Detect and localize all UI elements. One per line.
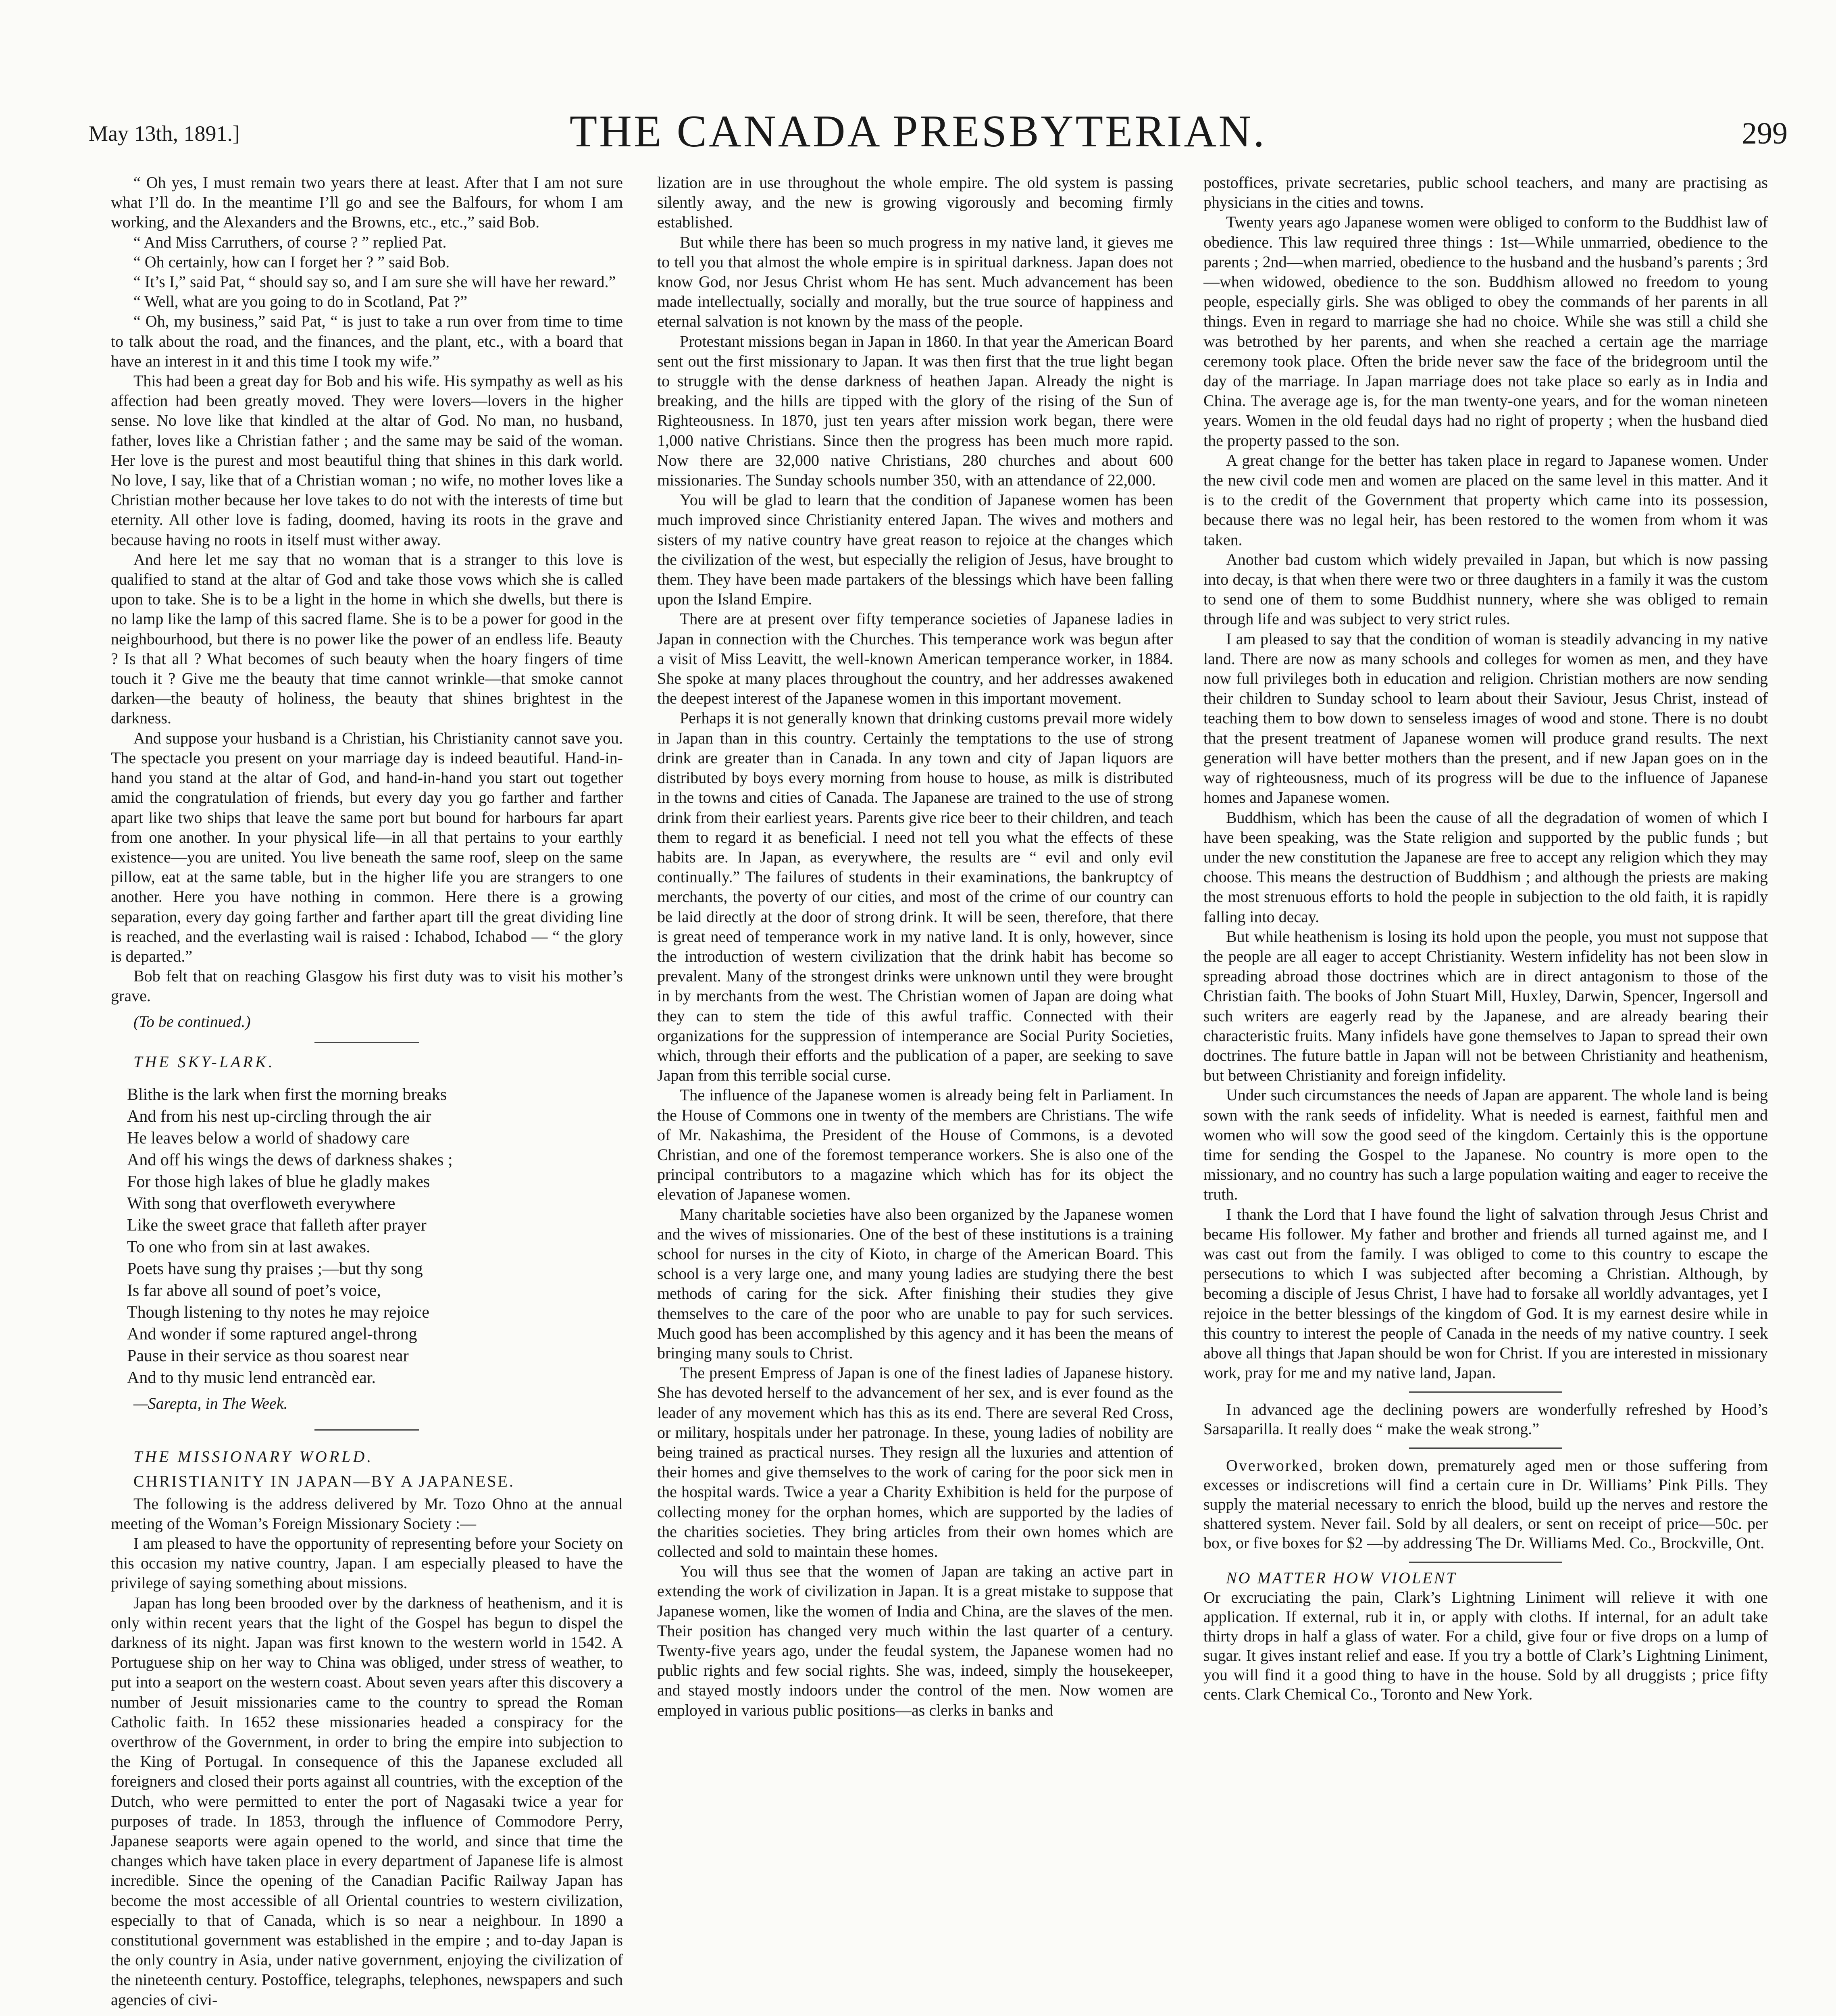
williams-pink-pills-notice (1203, 1456, 1768, 1553)
page-number: 299 (1742, 117, 1788, 150)
story-paragraph: And here let me say that no woman that is a stranger to this love is qualified to stand at the altar of God and take those vows which she is called upon to take. She is to be a light in the home in which she dwells, but there is no lamp like the lamp of this sacred flame. She is to be a power for good in the neighbourhood, but there is no power like the power of an endless life. Beauty ? Is that all ? What becomes of such beauty when the hoary fingers of time touch it ? Give me the beauty that time cannot wrinkle—that smoke cannot darken—the beauty of holiness, the beauty that shines brightest in the darkness. (111, 550, 623, 727)
poem-line: Blithe is the lark when first the morning breaks (127, 1085, 447, 1104)
story-paragraph: Bob felt that on reaching Glasgow his first duty was to visit his mother’s grave. (111, 967, 623, 1005)
section-title: THE MISSIONARY WORLD. (133, 1447, 374, 1466)
issue-date: May 13th, 1891.] (89, 121, 240, 146)
poem-title: THE SKY-LARK. (133, 1052, 275, 1071)
divider (314, 1429, 419, 1431)
article-paragraph: postoffices, private secretaries, public school teachers, and many are practising as physicians in the cities and towns. (1203, 173, 1768, 212)
to-be-continued: (To be continued.) (133, 1012, 251, 1031)
article-paragraph: You will thus see that the women of Japan are taking an active part in extending the work of civilization in Japan. It is a great mistake to suppose that Japanese women, like the women of India and China, are the slaves of the men. Their position has changed very much within the last quarter of a century. Twenty-five years ago, under the feudal system, the Japanese women had no public rights and few social rights. She was, indeed, simply the housekeeper, and stayed mostly indoors under the control of the men. Now women are employed in various public positions—as clerks in banks and (657, 1562, 1173, 1719)
ad-lead-word: Overworked, (1226, 1456, 1324, 1475)
clarks-liniment-notice (1203, 1568, 1768, 1704)
story-paragraph: “ Oh yes, I must remain two years there at least. After that I am not sure what I’ll do. In the meantime I’ll go and see the Balfours, for whom I am working, and the Alexanders and the Browns, etc., etc.,” said Bob. (111, 173, 623, 231)
article-paragraph: Perhaps it is not generally known that drinking customs prevail more widely in Japan than in this country. Certainly the temptations to the use of strong drink are greater than in Canada. In any town and city of Japan liquors are distributed by boys every morning from house to house, as milk is distributed in the towns and cities of Canada. The Japanese are trained to the use of strong drink from their earliest years. Parents give rice beer to their children, and teach them to regard it as beneficial. I need not tell you what the effects of these habits are. In Japan, as everywhere, the results are “ evil and only evil continually.” The failures of students in their examinations, the bankruptcy of merchants, the poverty of our cities, and most of the crime of our country can be laid directly at the door of strong drink. It will be seen, therefore, that there is great need of temperance work in my native land. It is only, however, since the introduction of western civilization that the drink habit has become so prevalent. Many of the strongest drinks were unknown until they were brought in by merchants from the west. The Christian women of Japan are doing what they can to stem the tide of this awful traffic. Connected with their organizations for the suppression of intemperance are Social Purity Societies, which, through their efforts and the publication of a paper, are seeking to save Japan from this terrible social curse. (657, 709, 1173, 1085)
poem-line: And to thy music lend entrancèd ear. (127, 1368, 376, 1387)
article-paragraph: Protestant missions began in Japan in 1860. In that year the American Board sent out the first missionary to Japan. It was then first that the true light began to struggle with the dense darkness of heathen Japan. Already the night is breaking, and the hills are tipped with the glory of the rising of the Sun of Righteousness. In 1870, just ten years after mission work began, there were 1,000 native Christians. Since then the progress has been much more rapid. Now there are 32,000 native Christians, 280 churches and about 600 missionaries. The Sunday schools number 350, with an attendance of 22,000. (657, 332, 1173, 489)
ad-heading: NO MATTER HOW VIOLENT (1226, 1569, 1457, 1587)
poem-line: Like the sweet grace that falleth after prayer (127, 1216, 427, 1235)
article-paragraph: But while heathenism is losing its hold upon the people, you must not suppose that the people are all eager to accept Christianity. Western infidelity has not been slow in spreading abroad those doctrines which are in direct antagonism to those of the Christian faith. The books of John Stuart Mill, Huxley, Darwin, Spencer, Ingersoll and such writers are eagerly read by the Japanese, and are already bearing their characteristic fruits. Many infidels have gone themselves to Japan to spread their own doctrines. The future battle in Japan will not be between Christianity and heathenism, but between Christianity and foreign infidelity. (1203, 927, 1768, 1085)
missionary-world-article (111, 1447, 623, 2010)
article-subtitle: CHRISTIANITY IN JAPAN—BY A JAPANESE. (133, 1472, 515, 1491)
divider (314, 1042, 419, 1043)
story-paragraph: “ It’s I,” said Pat, “ should say so, and I am sure she will have her reward.” (133, 273, 616, 291)
article-paragraph: Twenty years ago Japanese women were obliged to conform to the Buddhist law of obedience. This law required three things : 1st—While unmarried, obedience to the parents ; 2nd—when married, obedience to the husband and the husband’s parents ; 3rd—when widowed, obedience to the son. Buddhism allowed no freedom to young people, especially girls. She was obliged to obey the commands of her parents in all things. Even in regard to marriage she had no choice. While she was still a child she was betrothed by her parents, and when she reached a certain age the marriage ceremony took place. Often the bride never saw the face of the bridegroom until the day of the marriage. In Japan marriage does not take place so early as in India and China. The average age is, for the man twenty-one years, and for the woman nineteen years. Women in the old feudal days had no right of property ; when the husband died the property passed to the son. (1203, 213, 1768, 450)
article-paragraph: I am pleased to have the opportunity of representing before your Society on this occasion my native country, Japan. I am especially pleased to have the privilege of saying something about missions. (111, 1534, 623, 1592)
story-paragraph: And suppose your husband is a Christian, his Christianity cannot save you. The spectacle you present on your marriage day is indeed beautiful. Hand-in-hand you stand at the altar of God, and hand-in-hand you start out together amid the congratulation of friends, but every day you go farther and farther apart like two ships that leave the same port but bound for harbours far apart from one another. In your physical life—in all that pertains to your earthly existence—you are united. You live beneath the same roof, sleep on the same pillow, eat at the same table, but in the higher life you are strangers to one another. Here you have nothing in common. Here there is a growing separation, every day going farther and farther apart till the great dividing line is reached, and the everlasting wail is raised : Ichabod, Ichabod — “ the glory is departed.” (111, 729, 623, 965)
poem-credit: —Sarepta, in The Week. (133, 1394, 288, 1412)
article-paragraph: Under such circumstances the needs of Japan are apparent. The whole land is being sown with the rank seeds of infidelity. What is needed is earnest, faithful men and women who will sow the good seed of the kingdom. Certainly this is the opportune time for sending the Gospel to the Japanese. No country is more open to the missionary, and no country has such a large population waiting and eager to receive the truth. (1203, 1086, 1768, 1204)
article-paragraph: I am pleased to say that the condition of woman is steadily advancing in my native land. There are now as many schools and colleges for women as men, and they have now full privileges both in education and religion. Christian mothers are now sending their children to Sunday school to learn about their Saviour, Jesus Christ, instead of teaching them to bow down to senseless images of wood and stone. There is no doubt that the present treatment of Japanese women will produce grand results. The next generation will have better mothers than the present, and if new Japan goes on in the way of righteousness, much of its progress will be due to the influence of Japanese homes and Japanese women. (1203, 629, 1768, 807)
poem-line: And off his wings the dews of darkness shakes ; (127, 1150, 453, 1169)
story-paragraph: “ Oh, my business,” said Pat, “ is just to take a run over from time to time to talk about the road, and the finances, and the plant, etc., with a board that have an interest in it and this time I took my wife.” (111, 312, 623, 370)
article-paragraph: A great change for the better has taken place in regard to Japanese women. Under the new civil code men and women are placed on the same level in this matter. And it is to the credit of the Government that property which came into its possession, because there was no legal heir, has been restored to the women from whom it was taken. (1203, 451, 1768, 549)
article-paragraph: Japan has long been brooded over by the darkness of heathenism, and it is only within recent years that the light of the Gospel has begun to dispel the darkness of its night. Japan was first known to the western world in 1542. A Portuguese ship on her way to China was obliged, under stress of weather, to put into a seaport on the western coast. About seven years after this discovery a number of Jesuit missionaries came to the country to spread the Roman Catholic faith. In 1652 these missionaries headed a conspiracy for the overthrow of the Government, in order to bring the empire into subjection to the King of Portugal. In consequence of this the Japanese excluded all foreigners and closed their ports against all countries, with the exception of the Dutch, who were permitted to enter the port of Nagasaki twice a year for purposes of trade. In 1853, through the influence of Commodore Perry, Japanese seaports were again opened to the world, and since that time the changes which have taken place in every department of Japanese life is almost incredible. Since the opening of the Canadian Pacific Railway Japan has become the most accessible of all Oriental countries to western civilization, especially to that of Canada, which is so near a neighbour. In 1890 a constitutional government was established in the empire ; and to-day Japan is the only country in Asia, under native government, enjoying the civilization of the nineteenth century. Postoffice, telegraphs, telephones, newspapers and such agencies of civi- (111, 1593, 623, 2009)
hoods-sarsaparilla-notice (1203, 1400, 1768, 1439)
story-paragraph: “ And Miss Carruthers, of course ? ” replied Pat. (133, 233, 447, 251)
column-2 (657, 173, 1173, 2016)
poem-line: To one who from sin at last awakes. (127, 1237, 371, 1256)
article-paragraph: The present Empress of Japan is one of the finest ladies of Japanese history. She has devoted herself to the advancement of her sex, and is ever found as the leader of any movement which has this as its end. There are several Red Cross, or military, hospitals under her patronage. In these, young ladies of nobility are being trained as practical nurses. They resign all the luxuries and attention of their homes and give themselves to the work of caring for the poor sick men in the hospital wards. Twice a year a Charity Exhibition is held for the purpose of collecting money for the orphan homes, which are supported by the ladies of the charities societies. They bring articles from their own homes which are collected and sold to maintain these homes. (657, 1364, 1173, 1561)
poem-line: Pause in their service as thou soarest near (127, 1346, 409, 1365)
article-paragraph: I thank the Lord that I have found the light of salvation through Jesus Christ and became His follower. My father and brother and friends all turned against me, and I was cast out from the family. I was obliged to come to this country to escape the persecutions to which I was subjected after becoming a Christian. Although, by becoming a disciple of Jesus Christ, I have had to forsake all worldly advantages, yet I rejoice in the better blessings of the kingdom of God. It is my earnest desire while in this country to interest the people of Canada in the needs of my native country. I seek above all things that Japan should be won for Christ. If you are interested in missionary work, pray for me and my native land, Japan. (1203, 1205, 1768, 1382)
poem-line: With song that overfloweth everywhere (127, 1194, 396, 1213)
story-paragraph: “ Well, what are you going to do in Scotland, Pat ?” (133, 292, 468, 311)
ad-text: advanced age the declining powers are wonderfully refreshed by Hood’s Sarsaparilla. It really does “ make the weak strong.” (1203, 1400, 1768, 1438)
article-paragraph: Another bad custom which widely prevailed in Japan, but which is now passing into decay, is that when there were two or three daughters in a family it was the custom to send one of them to some Buddhist nunnery, where she was obliged to remain through life and was subject to very strict rules. (1203, 550, 1768, 628)
divider (1409, 1391, 1562, 1393)
poem-line: Poets have sung thy praises ;—but thy song (127, 1259, 423, 1278)
article-paragraph: You will be glad to learn that the condition of Japanese women has been much improved since Christianity entered Japan. The wives and mothers and sisters of my native country have great reason to rejoice at the changes which the civilization of the west, but especially the religion of Jesus, have brought to them. They have been made partakers of the blessings which have been falling upon the Island Empire. (657, 491, 1173, 608)
column-3 (1203, 173, 1768, 2016)
article-paragraph: Many charitable societies have also been organized by the Japanese women and the wives of missionaries. One of the best of these institutions is a training school for nurses in the city of Kioto, in charge of the American Board. This school is a very large one, and many young ladies are studying there the best methods of caring for the sick. After finishing their studies they give themselves to the care of the poor who are unable to pay for such services. Much good has been accomplished by this agency and it has been the means of bringing many souls to Christ. (657, 1205, 1173, 1362)
poem-line: Is far above all sound of poet’s voice, (127, 1281, 381, 1300)
poem-line: He leaves below a world of shadowy care (127, 1129, 410, 1148)
poem-body (111, 1084, 623, 1389)
column-1 (111, 173, 623, 2016)
poem-line: Though listening to thy notes he may rejoice (127, 1303, 430, 1322)
divider (1409, 1562, 1562, 1563)
article-paragraph: The influence of the Japanese women is already being felt in Parliament. In the House of Commons one in twenty of the members are Christians. The wife of Mr. Nakashima, the President of the House of Commons, is a devoted Christian, and one of the foremost temperance workers. She is also one of the principal contributors to a magazine which which has for its object the elevation of Japanese women. (657, 1086, 1173, 1204)
story-continuation (111, 173, 623, 1031)
article-paragraph: Buddhism, which has been the cause of all the degradation of women of which I have been speaking, was the State religion and supported by the public funds ; but under the new constitution the Japanese are free to accept any religion which they may choose. This means the destruction of Buddhism ; and although the priests are making the most strenuous efforts to hold the people in subjection to the old faith, it is rapidly falling into decay. (1203, 808, 1768, 926)
article-paragraph: There are at present over fifty temperance societies of Japanese ladies in Japan in connection with the Churches. This temperance work was begun after a visit of Miss Leavitt, the well-known American temperance worker, in 1884. She spoke at many places throughout the country, and her addresses awakened the deepest interest of the Japanese women in this important movement. (657, 610, 1173, 708)
poem-line: And from his nest up-circling through the air (127, 1107, 431, 1126)
article-paragraph: But while there has been so much progress in my native land, it gieves me to tell you that almost the whole empire is in spiritual darkness. Japan does not know God, nor Jesus Christ whom He has sent. Much advancement has been made intellectually, socially and morally, but the true source of happiness and eternal salvation is not known by the mass of the people. (657, 233, 1173, 331)
story-paragraph: “ Oh certainly, how can I forget her ? ” said Bob. (133, 252, 450, 271)
ad-text: broken down, prematurely aged men or those suffering from excesses or indiscretions will find a certain cure in Dr. Williams’ Pink Pills. They supply the material necessary to enrich the blood, build up the nerves and restore the shattered system. Never fail. Sold by all dealers, or sent on receipt of price—50c. per box, or five boxes for $2 —by addressing The Dr. Williams Med. Co., Brockville, Ont. (1203, 1456, 1768, 1552)
divider (1409, 1447, 1562, 1449)
article-paragraph: The following is the address delivered by Mr. Tozo Ohno at the annual meeting of the Woman’s Foreign Missionary Society :— (111, 1494, 623, 1533)
story-paragraph: This had been a great day for Bob and his wife. His sympathy as well as his affection had been greatly moved. They were lovers—lovers in the higher sense. No love like that kindled at the altar of God. No man, no husband, father, loves like a Christian father ; and the same may be said of the woman. Her love is the purest and most beautiful thing that shines in this dark world. No love, I say, like that of a Christian woman ; no wife, no mother loves like a Christian mother because her love takes to do not with the interests of time but eternity. All other love is fading, doomed, having its roots in the grave and because having no roots in itself must wither away. (111, 372, 623, 549)
poem-line: For those high lakes of blue he gladly makes (127, 1172, 430, 1191)
ad-lead-word: In (1226, 1400, 1242, 1419)
poem-sky-lark (111, 1052, 623, 1413)
poem-line: And wonder if some raptured angel-throng (127, 1325, 417, 1343)
article-paragraph: lization are in use throughout the whole empire. The old system is passing silently away, and the new is growing vigorously and becoming firmly established. (657, 173, 1173, 231)
ad-text: Or excruciating the pain, Clark’s Lightning Liniment will relieve it with one application. If external, rub it in, or apply with cloths. If internal, for an adult take thirty drops in half a glass of water. For a child, give four or five drops on a lump of sugar. It gives instant relief and ease. If you try a bottle of Clark’s Lightning Liniment, you will find it a good thing to have in the house. Sold by all druggists ; price fifty cents. Clark Chemical Co., Toronto and New York. (1203, 1588, 1768, 1704)
masthead-title: THE CANADA PRESBYTERIAN. (569, 106, 1267, 156)
